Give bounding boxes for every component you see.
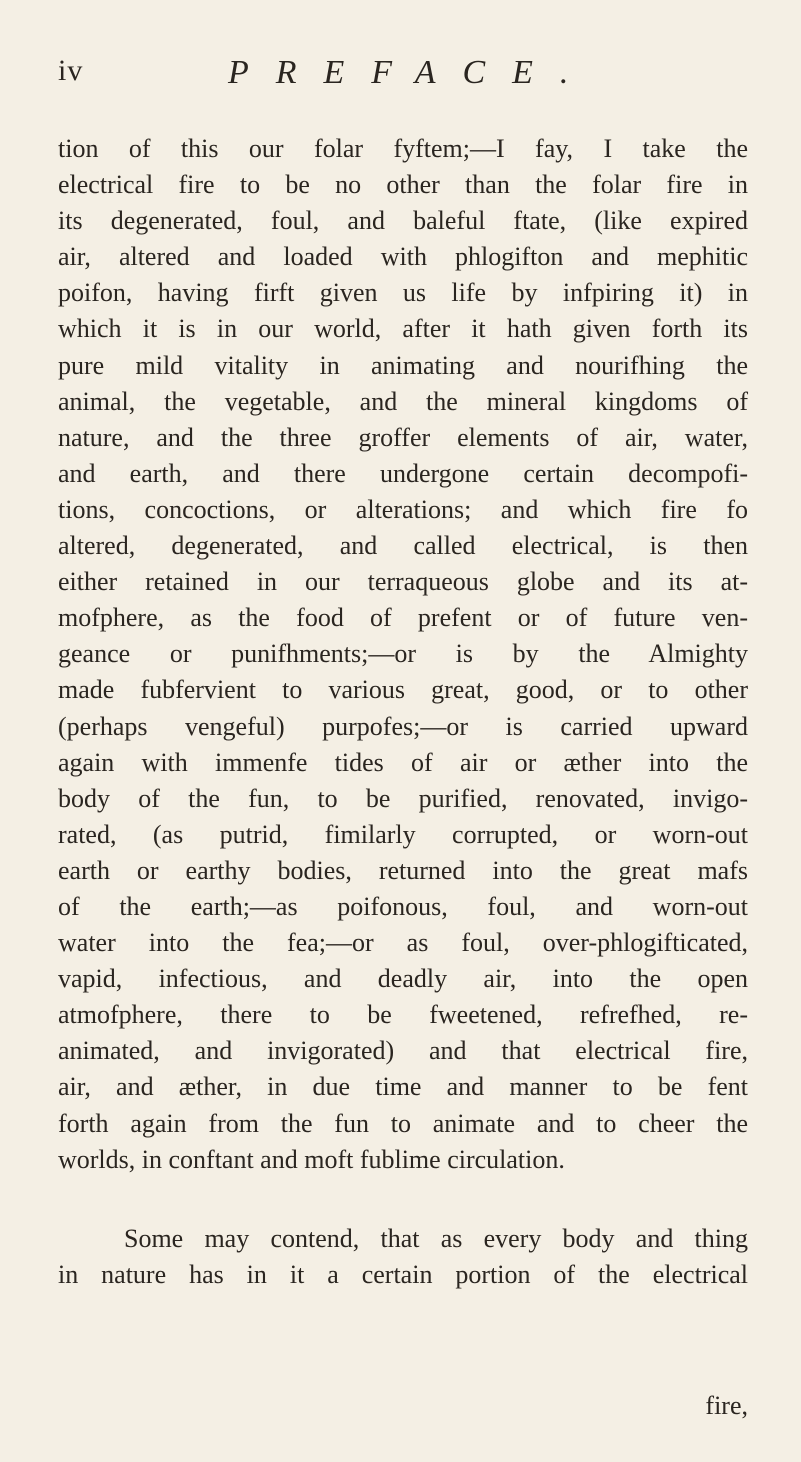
text-line: tion of this our folar fyftem;—I fay, I take the — [58, 134, 748, 163]
running-title: PREFACE. — [228, 54, 596, 91]
paragraph-2 — [58, 1221, 748, 1293]
text-line: body of the fun, to be purified, renovated, invigo- — [58, 783, 748, 813]
text-line: in nature has in it a certain portion of the electrical — [58, 1259, 748, 1289]
text-line: atmofphere, there to be fweetened, refrefhed, re- — [58, 1000, 748, 1030]
text-line: air, altered and loaded with phlogifton and mephitic — [58, 242, 748, 272]
paragraph-1 — [58, 131, 748, 1178]
text-line: poifon, having firft given us life by infpiring it) in — [58, 278, 748, 308]
text-line: its degenerated, foul, and baleful ftate, (like expired — [58, 206, 748, 236]
text-line: air, and æther, in due time and manner to be fent — [58, 1072, 748, 1102]
text-line: mofphere, as the food of prefent or of future ven- — [58, 603, 748, 633]
text-line: tions, concoctions, or alterations; and which fire fo — [58, 494, 748, 524]
text-line: altered, degenerated, and called electrical, is then — [58, 531, 748, 561]
text-line: forth again from the fun to animate and to cheer the — [58, 1108, 748, 1138]
text-line: earth or earthy bodies, returned into the great mafs — [58, 855, 748, 885]
page-number: iv — [58, 54, 84, 87]
text-line: vapid, infectious, and deadly air, into the open — [58, 964, 748, 994]
text-line: water into the fea;—or as foul, over-phlogifticated, — [58, 928, 748, 958]
text-line: worlds, in conftant and moft fublime circulation. — [58, 1144, 565, 1174]
paragraph-gap — [58, 1178, 748, 1221]
text-line: of the earth;—as poifonous, foul, and worn-out — [58, 891, 748, 921]
text-line: again with immenfe tides of air or æther into the — [58, 747, 748, 777]
text-line: rated, (as putrid, fimilarly corrupted, or worn-out — [58, 819, 748, 849]
text-line: and earth, and there undergone certain decompofi- — [58, 458, 748, 488]
text-line: animated, and invigorated) and that electrical fire, — [58, 1036, 748, 1066]
text-line: pure mild vitality in animating and nourifhing the — [58, 350, 748, 380]
text-line: Some may contend, that as every body and thing — [124, 1223, 748, 1253]
text-line: (perhaps vengeful) purpofes;—or is carried upward — [58, 711, 748, 741]
page-header — [58, 54, 741, 94]
text-line: electrical fire to be no other than the folar fire in — [58, 170, 748, 200]
catchword: fire, — [705, 1391, 748, 1420]
text-line: animal, the vegetable, and the mineral kingdoms of — [58, 386, 748, 416]
text-line: nature, and the three groffer elements of air, water, — [58, 422, 748, 452]
text-line: geance or punifhments;—or is by the Almighty — [58, 639, 748, 669]
text-line: either retained in our terraqueous globe and its at- — [58, 567, 748, 597]
body-text — [58, 131, 748, 1293]
text-line: which it is in our world, after it hath given forth its — [58, 314, 748, 344]
text-line: made fubfervient to various great, good, or to other — [58, 675, 748, 705]
